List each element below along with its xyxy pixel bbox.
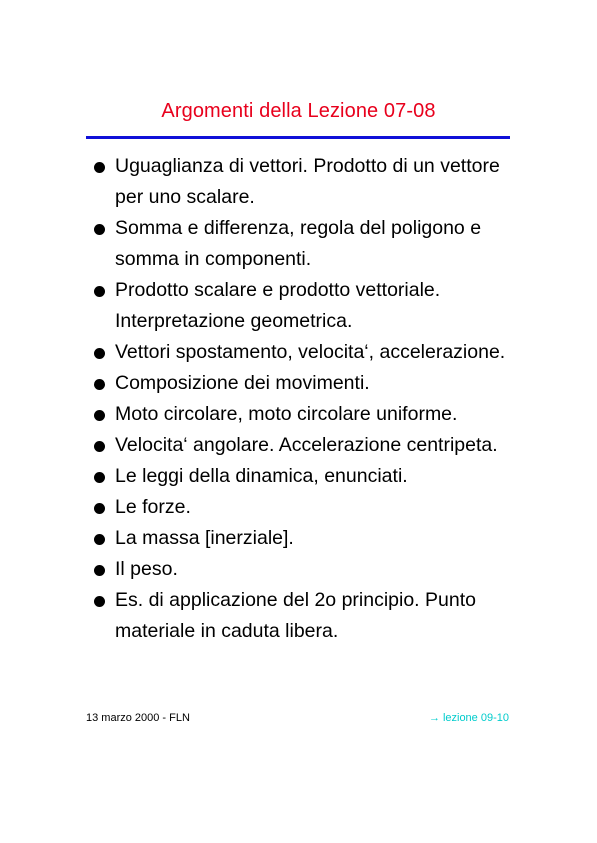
list-item-text: Velocita‘ angolare. Accelerazione centripeta. <box>115 434 498 456</box>
bullet-icon <box>94 410 105 421</box>
list-item-text: Somma e differenza, regola del poligono e somma in componenti. <box>115 217 482 270</box>
list-item <box>94 554 514 585</box>
next-lesson-label: lezione 09-10 <box>442 712 509 724</box>
bullet-icon <box>94 503 105 514</box>
list-item <box>94 151 514 213</box>
list-item <box>94 585 514 647</box>
list-item <box>94 337 514 368</box>
bullet-icon <box>94 472 105 483</box>
list-item <box>94 430 514 461</box>
next-lesson-link[interactable] <box>429 712 509 724</box>
title-rule <box>86 136 510 139</box>
bullet-icon <box>94 286 105 297</box>
bullet-icon <box>94 348 105 359</box>
list-item <box>94 461 514 492</box>
list-item <box>94 213 514 275</box>
list-item-text: Vettori spostamento, velocita‘, accelerazione. <box>115 341 506 363</box>
list-item <box>94 523 514 554</box>
list-item-text: Composizione dei movimenti. <box>115 372 370 394</box>
list-item <box>94 275 514 337</box>
list-item-text: Le leggi della dinamica, enunciati. <box>115 465 408 487</box>
bullet-icon <box>94 441 105 452</box>
list-item-text: Es. di applicazione del 2o principio. Punto materiale in caduta libera. <box>115 589 476 642</box>
list-item-text: Le forze. <box>115 496 191 518</box>
bullet-icon <box>94 162 105 173</box>
list-item-text: La massa [inerziale]. <box>115 527 294 549</box>
right-arrow-icon: → <box>428 712 440 724</box>
list-item-text: Uguaglianza di vettori. Prodotto di un vettore per uno scalare. <box>115 155 500 208</box>
list-item-text: Moto circolare, moto circolare uniforme. <box>115 403 458 425</box>
topic-list <box>94 151 514 647</box>
page-title: Argomenti della Lezione 07-08 <box>161 100 436 122</box>
list-item <box>94 492 514 523</box>
list-item <box>94 399 514 430</box>
list-item-text: Prodotto scalare e prodotto vettoriale. Interpretazione geometrica. <box>115 279 441 332</box>
bullet-icon <box>94 534 105 545</box>
list-item-text: Il peso. <box>115 558 178 580</box>
bullet-icon <box>94 224 105 235</box>
bullet-icon <box>94 596 105 607</box>
bullet-icon <box>94 379 105 390</box>
footer-date: 13 marzo 2000 - FLN <box>86 712 190 724</box>
bullet-icon <box>94 565 105 576</box>
list-item <box>94 368 514 399</box>
